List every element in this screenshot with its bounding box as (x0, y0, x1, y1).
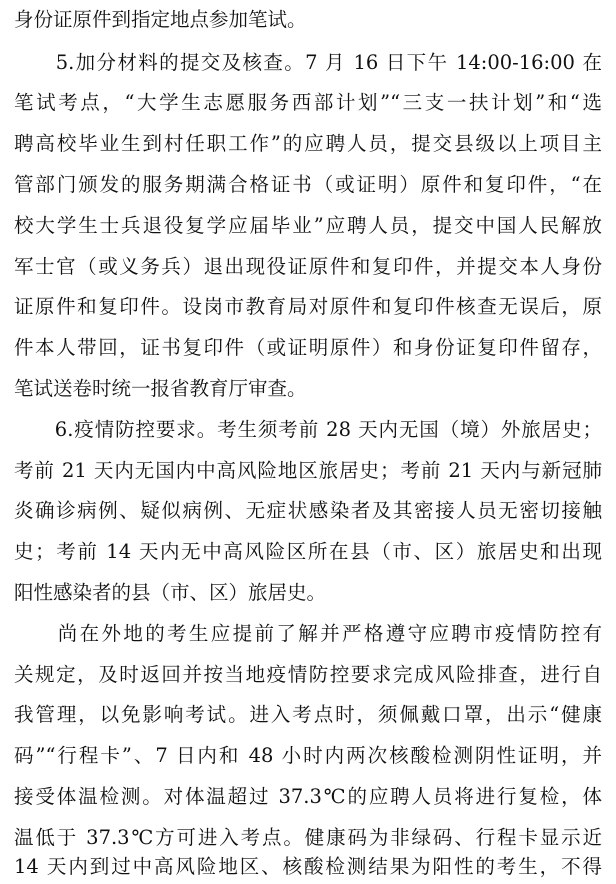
text-line: 尚在外地的考生应提前了解并严格遵守应聘市疫情防控有 (14, 622, 602, 645)
text-line: 温低于 37.3℃方可进入考点。健康码为非绿码、行程卡显示近 (14, 826, 602, 849)
text-line: 关规定，及时返回并按当地疫情防控要求完成风险排查，进行自 (14, 663, 602, 686)
text-line: 笔试考点，“大学生志愿服务西部计划”“三支一扶计划”和“选 (14, 91, 602, 114)
text-line: 聘高校毕业生到村任职工作”的应聘人员，提交县级以上项目主 (14, 132, 602, 155)
text-line: 件本人带回，证书复印件（或证明原件）和身份证复印件留存， (14, 336, 602, 359)
text-line: 笔试送卷时统一报省教育厅审查。 (14, 377, 307, 400)
text-line: 接受体温检测。对体温超过 37.3℃的应聘人员将进行复检，体 (14, 785, 602, 808)
text-line: 我管理，以免影响考试。进入考点时，须佩戴口罩，出示“健康 (14, 703, 602, 726)
text-line: 证原件和复印件。设岗市教育局对原件和复印件核查无误后，原 (14, 295, 602, 318)
text-line: 校大学生士兵退役复学应届毕业”应聘人员，提交中国人民解放 (14, 214, 602, 237)
text-line: 6.疫情防控要求。考生须考前 28 天内无国（境）外旅居史； (14, 418, 602, 441)
text-line: 管部门颁发的服务期满合格证书（或证明）原件和复印件，“在 (14, 173, 602, 196)
text-line: 军士官（或义务兵）退出现役证原件和复印件，并提交本人身份 (14, 255, 602, 278)
text-line: 阳性感染者的县（市、区）旅居史。 (14, 581, 327, 604)
text-line: 码”“行程卡”、7 日内和 48 小时内两次核酸检测阴性证明，并 (14, 744, 602, 767)
text-line: 身份证原件到指定地点参加笔试。 (14, 8, 307, 31)
text-line: 5.加分材料的提交及核查。7 月 16 日下午 14:00-16:00 在 (14, 51, 602, 74)
text-line: 史；考前 14 天内无中高风险区所在县（市、区）旅居史和出现 (14, 540, 602, 563)
text-line: 考前 21 天内无国内中高风险地区旅居史；考前 21 天内与新冠肺 (14, 459, 602, 482)
text-line: 14 天内到过中高风险地区、核酸检测结果为阳性的考生，不得 (14, 855, 602, 878)
text-line: 炎确诊病例、疑似病例、无症状感染者及其密接人员无密切接触 (14, 499, 602, 522)
